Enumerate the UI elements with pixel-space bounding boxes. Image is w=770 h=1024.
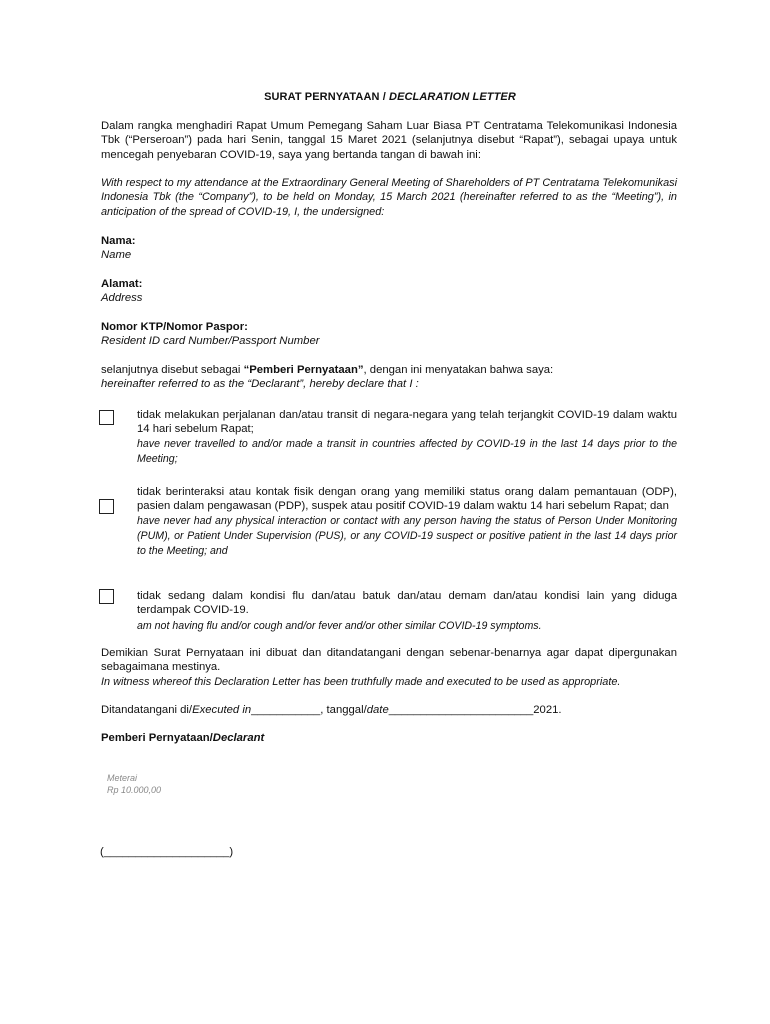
field-address-label: Alamat: bbox=[101, 278, 143, 290]
title-id: SURAT PERNYATAAN / bbox=[264, 91, 386, 103]
field-name-sublabel: Name bbox=[101, 249, 132, 262]
execution-year: 2021. bbox=[533, 704, 562, 716]
title-en: DECLARATION LETTER bbox=[389, 91, 516, 103]
field-address bbox=[101, 277, 677, 306]
declarant-term: “Pemberi Pernyataan” bbox=[243, 364, 364, 376]
statement-2 bbox=[137, 485, 677, 559]
declarant-prefix: selanjutnya disebut sebagai bbox=[101, 364, 244, 376]
stamp-duty-amount: Rp 10.000,00 bbox=[107, 785, 162, 795]
executed-in: Executed in bbox=[192, 704, 252, 716]
field-id-number-label: Nomor KTP/Nomor Paspor: bbox=[101, 321, 248, 333]
statement-2-en: have never had any physical interaction or contact with any person having the status of Person Under Monitoring (PUM), or Patient Under Supervision (PUS), or any COVID-19 suspect or positive patient in the last 14 days prior to the Meeting; and bbox=[137, 514, 677, 557]
stamp-duty bbox=[107, 772, 161, 796]
declarant-line-id bbox=[101, 363, 677, 377]
stamp-duty-label: Meterai bbox=[107, 773, 138, 783]
field-name bbox=[101, 234, 677, 263]
statement-3-en: am not having flu and/or cough and/or fever and/or other similar COVID-19 symptoms. bbox=[137, 619, 542, 632]
statement-1-en: have never travelled to and/or made a transit in countries affected by COVID-19 in the last 14 days prior to the Meeting; bbox=[137, 437, 677, 465]
statement-1-checkbox[interactable] bbox=[99, 410, 114, 425]
execution-prefix: Ditandatangani di/ bbox=[101, 704, 193, 716]
statement-3 bbox=[137, 589, 677, 634]
page-title bbox=[0, 91, 770, 103]
statement-3-id: tidak sedang dalam kondisi flu dan/atau batuk dan/atau demam dan/atau kondisi lain yang diduga terdampak COVID-19. bbox=[137, 590, 677, 617]
signature-name-line[interactable]: (____________________) bbox=[100, 846, 234, 858]
statement-3-checkbox[interactable] bbox=[99, 589, 114, 604]
signature-label-en: Declarant bbox=[212, 732, 265, 744]
statement-2-id: tidak berinteraksi atau kontak fisik dengan orang yang memiliki status orang dalam pemantauan (ODP), pasien dalam pengawasan (PDP), suspek atau positif COVID-19 dalam waktu 14 hari sebelum Rapat; dan bbox=[137, 486, 677, 513]
intro-en: With respect to my attendance at the Extraordinary General Meeting of Shareholders of PT Centratama Telekomunikasi Indonesia Tbk (the “Company”), to be held on Monday, 15 March 2021 (hereinafter referred to as the “Meeting”), in anticipation of the spread of COVID-19, I, the undersigned: bbox=[101, 177, 677, 218]
statement-1 bbox=[137, 408, 677, 467]
field-name-label: Nama: bbox=[101, 235, 136, 247]
execution-place-blank[interactable]: ___________ bbox=[251, 704, 321, 716]
field-id-number bbox=[101, 320, 677, 349]
declarant-suffix: , dengan ini menyatakan bahwa saya: bbox=[363, 364, 554, 376]
field-id-number-sublabel: Resident ID card Number/Passport Number bbox=[101, 335, 320, 348]
signature-label bbox=[101, 731, 677, 745]
signature-label-id: Pemberi Pernyataan/ bbox=[101, 732, 213, 744]
declarant-intro bbox=[101, 363, 677, 392]
execution-mid: , tanggal/ bbox=[320, 704, 367, 716]
execution-line bbox=[101, 703, 677, 717]
closing-id: Demikian Surat Pernyataan ini dibuat dan ditandatangani dengan sebenar-benarnya agar dapat dipergunakan sebagaimana mestinya. bbox=[101, 647, 677, 674]
statement-2-checkbox[interactable] bbox=[99, 499, 114, 514]
statement-1-id: tidak melakukan perjalanan dan/atau transit di negara-negara yang telah terjangkit COVID-19 dalam waktu 14 hari sebelum Rapat; bbox=[137, 409, 677, 436]
intro-id: Dalam rangka menghadiri Rapat Umum Pemegang Saham Luar Biasa PT Centratama Telekomunikasi Indonesia Tbk (“Perseroan”) pada hari Senin, tanggal 15 Maret 2021 (selanjutnya disebut “Rapat”), sebagai upaya untuk mencegah penyebaran COVID-19, saya yang bertanda tangan di bawah ini: bbox=[101, 120, 677, 161]
field-address-sublabel: Address bbox=[101, 292, 143, 305]
declarant-line-en: hereinafter referred to as the “Declarant”, hereby declare that I : bbox=[101, 378, 419, 391]
execution-date-blank[interactable]: _______________________ bbox=[388, 704, 534, 716]
execution-date-label: date bbox=[366, 704, 389, 716]
closing-en: In witness whereof this Declaration Letter has been truthfully made and executed to be used as appropriate. bbox=[101, 676, 621, 688]
